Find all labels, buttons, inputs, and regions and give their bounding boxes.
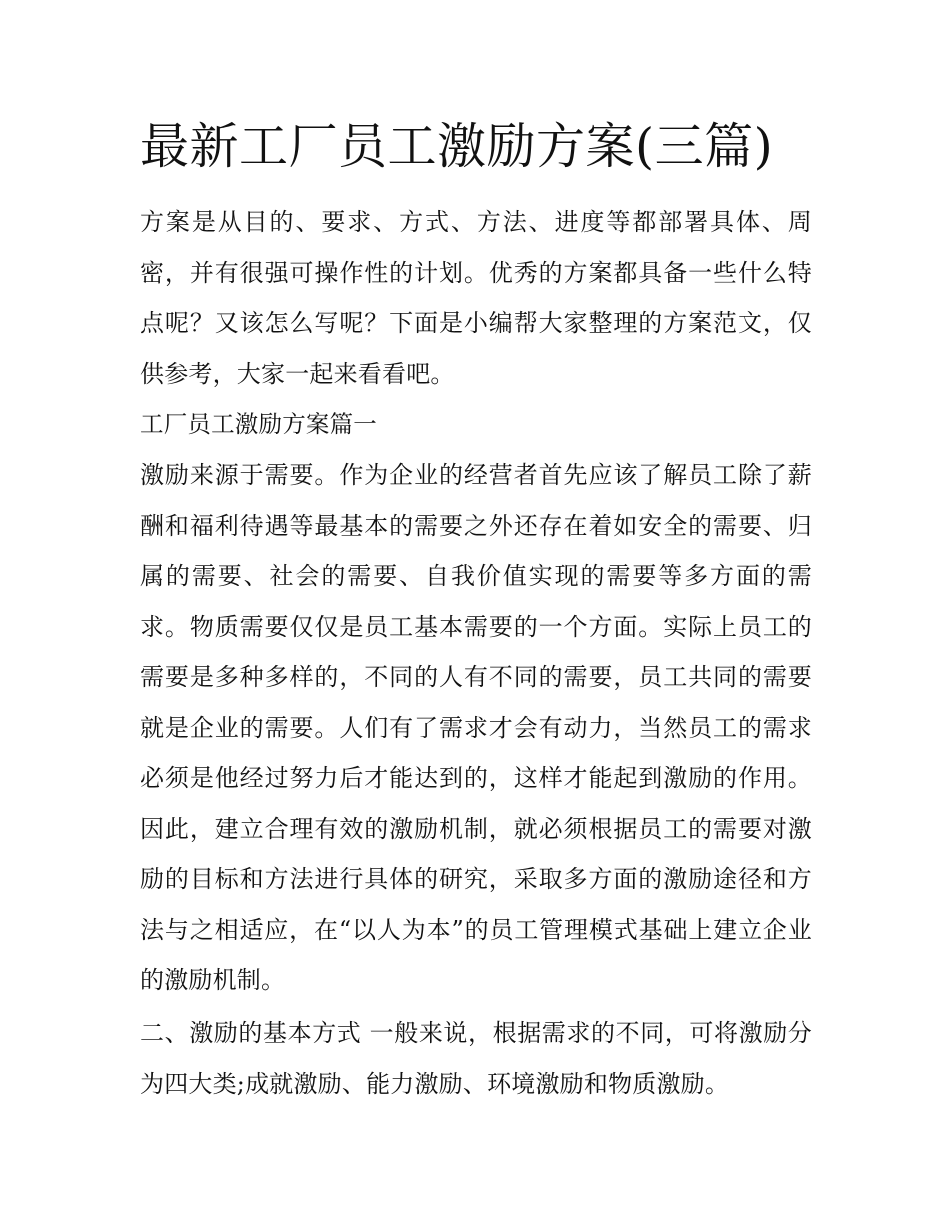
document-title: 最新工厂员工激励方案(三篇) <box>140 118 774 175</box>
intro-paragraph: 方案是从目的、要求、方式、方法、进度等都部署具体、周密，并有很强可操作性的计划。优秀的方案都具备一些什么特点呢？又该怎么写呢？下面是小编帮大家整理的方案范文，仅供参考，大家一起来看看吧。 <box>140 208 812 388</box>
body-paragraph-block-2 <box>140 1008 812 1109</box>
body-paragraph-1: 激励来源于需要。作为企业的经营者首先应该了解员工除了薪酬和福利待遇等最基本的需要之外还存在着如安全的需要、归属的需要、社会的需要、自我价值实现的需要等多方面的需求。物质需要仅仅是员工基本需要的一个方面。实际上员工的需要是多种多样的，不同的人有不同的需要，员工共同的需要就是企业的需要。人们有了需求才会有动力，当然员工的需求必须是他经过努力后才能达到的，这样才能起到激励的作用。因此，建立合理有效的激励机制，就必须根据员工的需要对激励的目标和方法进行具体的研究，采取多方面的激励途径和方法与之相适应，在“以人为本”的员工管理模式基础上建立企业的激励机制。 <box>140 461 812 994</box>
intro-paragraph-block <box>140 197 812 399</box>
section-heading: 工厂员工激励方案篇一 <box>140 410 377 438</box>
body-paragraph-block <box>140 450 812 1006</box>
section-heading-block <box>140 399 812 450</box>
body-paragraph-2: 二、激励的基本方式 一般来说，根据需求的不同，可将激励分为四大类;成就激励、能力激励、环境激励和物质激励。 <box>140 1019 812 1098</box>
